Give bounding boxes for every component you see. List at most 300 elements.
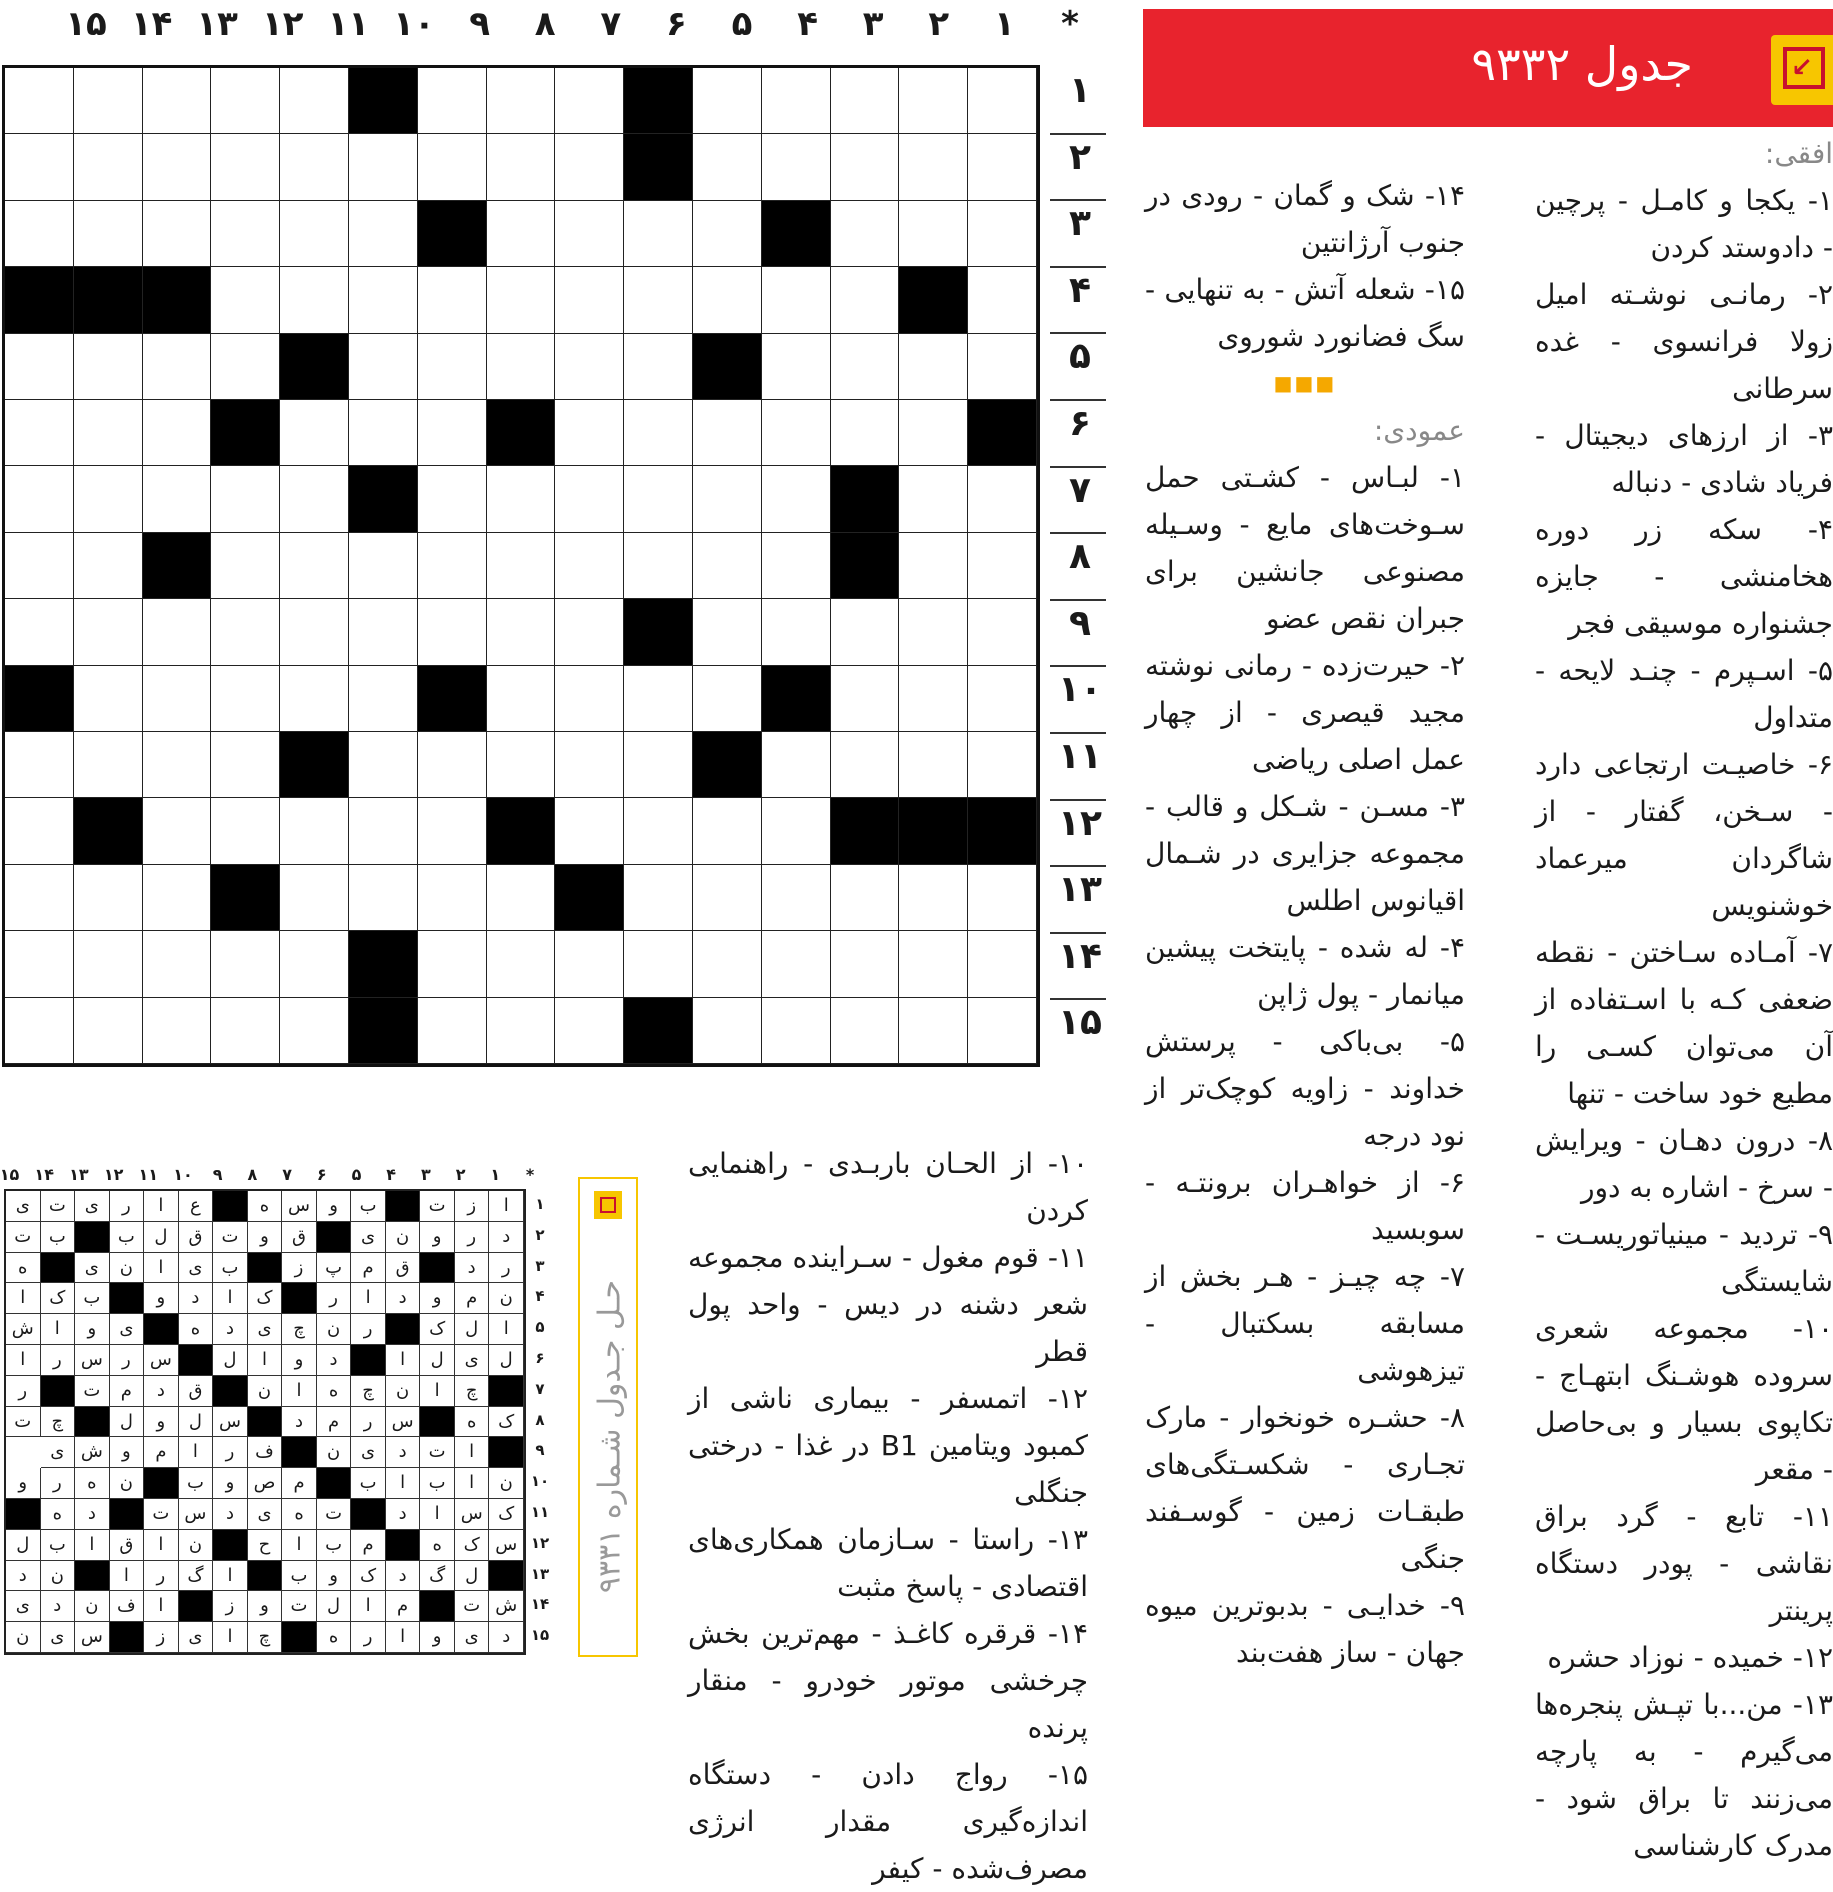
grid-cell[interactable] <box>418 201 487 267</box>
grid-cell[interactable] <box>74 134 143 200</box>
grid-cell[interactable] <box>418 931 487 997</box>
grid-cell[interactable] <box>74 334 143 400</box>
grid-cell[interactable] <box>349 599 418 665</box>
grid-cell[interactable] <box>968 798 1037 864</box>
grid-cell[interactable] <box>280 134 349 200</box>
grid-cell[interactable] <box>143 267 212 333</box>
solution-cell: ا <box>144 1253 179 1284</box>
grid-cell[interactable] <box>487 998 556 1064</box>
grid-cell[interactable] <box>5 798 74 864</box>
grid-cell[interactable] <box>418 666 487 732</box>
grid-cell[interactable] <box>624 400 693 466</box>
solution-cell: ل <box>420 1345 455 1376</box>
grid-cell[interactable] <box>968 865 1037 931</box>
grid-cell[interactable] <box>555 998 624 1064</box>
solution-cell: ر <box>41 1468 76 1499</box>
grid-cell[interactable] <box>487 267 556 333</box>
grid-cell[interactable] <box>280 798 349 864</box>
grid-cell[interactable] <box>693 533 762 599</box>
solution-cell: س <box>282 1191 317 1222</box>
grid-cell[interactable] <box>762 666 831 732</box>
grid-cell[interactable] <box>280 732 349 798</box>
solution-cell: ش <box>75 1437 110 1468</box>
solution-row-number: ۱۱ <box>530 1503 550 1521</box>
grid-cell[interactable] <box>143 68 212 134</box>
grid-cell[interactable] <box>143 201 212 267</box>
grid-cell[interactable] <box>280 931 349 997</box>
grid-cell[interactable] <box>762 998 831 1064</box>
grid-cell[interactable] <box>349 666 418 732</box>
solution-cell <box>6 1499 41 1530</box>
grid-cell[interactable] <box>74 466 143 532</box>
grid-cell[interactable] <box>74 599 143 665</box>
solution-cell: ب <box>213 1253 248 1284</box>
grid-cell[interactable] <box>762 466 831 532</box>
grid-cell[interactable] <box>74 267 143 333</box>
grid-cell[interactable] <box>968 334 1037 400</box>
grid-cell[interactable] <box>349 267 418 333</box>
grid-cell[interactable] <box>418 400 487 466</box>
solution-cell: ف <box>110 1591 145 1622</box>
grid-cell[interactable] <box>280 533 349 599</box>
solution-cell: د <box>386 1283 421 1314</box>
solution-cell: ر <box>455 1222 490 1253</box>
grid-cell[interactable] <box>143 931 212 997</box>
grid-cell[interactable] <box>693 865 762 931</box>
grid-cell[interactable] <box>555 931 624 997</box>
grid-cell[interactable] <box>487 599 556 665</box>
solution-cell <box>248 1407 283 1438</box>
grid-cell[interactable] <box>487 865 556 931</box>
grid-cell[interactable] <box>968 267 1037 333</box>
grid-cell[interactable] <box>968 931 1037 997</box>
grid-cell[interactable] <box>555 533 624 599</box>
grid-cell[interactable] <box>693 466 762 532</box>
grid-cell[interactable] <box>693 68 762 134</box>
grid-cell[interactable] <box>143 466 212 532</box>
row-number: ۴ <box>1069 269 1091 311</box>
grid-cell[interactable] <box>5 466 74 532</box>
grid-cell[interactable] <box>624 666 693 732</box>
grid-cell[interactable] <box>418 533 487 599</box>
grid-cell[interactable] <box>693 998 762 1064</box>
solution-column-number: ۴ <box>386 1165 397 1184</box>
grid-cell[interactable] <box>487 134 556 200</box>
grid-cell[interactable] <box>693 334 762 400</box>
grid-cell[interactable] <box>211 68 280 134</box>
grid-cell[interactable] <box>349 466 418 532</box>
grid-cell[interactable] <box>762 134 831 200</box>
grid-cell[interactable] <box>487 931 556 997</box>
grid-cell[interactable] <box>349 68 418 134</box>
grid-cell[interactable] <box>418 334 487 400</box>
grid-cell[interactable] <box>899 798 968 864</box>
grid-cell[interactable] <box>349 998 418 1064</box>
grid-cell[interactable] <box>211 201 280 267</box>
grid-cell[interactable] <box>624 533 693 599</box>
solution-cell: ه <box>179 1314 214 1345</box>
grid-cell[interactable] <box>968 666 1037 732</box>
solution-cell: ن <box>317 1437 352 1468</box>
grid-cell[interactable] <box>831 466 900 532</box>
solution-row-number: ۴ <box>535 1287 545 1306</box>
solution-row-number: ۱ <box>535 1195 545 1213</box>
grid-cell[interactable] <box>555 466 624 532</box>
grid-cell[interactable] <box>74 201 143 267</box>
grid-cell[interactable] <box>555 201 624 267</box>
grid-cell[interactable] <box>693 732 762 798</box>
grid-cell[interactable] <box>899 666 968 732</box>
grid-cell[interactable] <box>555 666 624 732</box>
grid-cell[interactable] <box>968 68 1037 134</box>
grid-cell[interactable] <box>211 798 280 864</box>
grid-cell[interactable] <box>624 599 693 665</box>
column-number: ۱۰ <box>393 4 435 44</box>
column-number: ۱۱ <box>327 4 370 44</box>
grid-cell[interactable] <box>831 400 900 466</box>
grid-cell[interactable] <box>693 134 762 200</box>
grid-cell[interactable] <box>831 666 900 732</box>
grid-cell[interactable] <box>693 267 762 333</box>
solution-cell: ب <box>41 1222 76 1253</box>
grid-cell[interactable] <box>143 798 212 864</box>
solution-cell: ت <box>213 1222 248 1253</box>
grid-cell[interactable] <box>143 599 212 665</box>
grid-cell[interactable] <box>418 599 487 665</box>
grid-cell[interactable] <box>418 466 487 532</box>
solution-cell <box>248 1561 283 1592</box>
solution-cell: و <box>144 1283 179 1314</box>
grid-cell[interactable] <box>968 201 1037 267</box>
grid-cell[interactable] <box>211 599 280 665</box>
grid-cell[interactable] <box>280 334 349 400</box>
grid-cell[interactable] <box>762 931 831 997</box>
row-number: ۲ <box>1069 136 1091 178</box>
grid-cell[interactable] <box>831 798 900 864</box>
grid-cell[interactable] <box>899 400 968 466</box>
grid-cell[interactable] <box>831 68 900 134</box>
grid-cell[interactable] <box>555 400 624 466</box>
grid-cell[interactable] <box>74 798 143 864</box>
row-number: ۷ <box>1069 469 1091 511</box>
solution-cell: ل <box>317 1591 352 1622</box>
grid-cell[interactable] <box>280 267 349 333</box>
solution-cell: ز <box>144 1622 179 1653</box>
grid-cell[interactable] <box>487 798 556 864</box>
solution-cell: و <box>110 1437 145 1468</box>
solution-cell: ب <box>420 1468 455 1499</box>
grid-cell[interactable] <box>349 798 418 864</box>
grid-cell[interactable] <box>624 998 693 1064</box>
grid-cell[interactable] <box>5 732 74 798</box>
grid-cell[interactable] <box>418 798 487 864</box>
grid-cell[interactable] <box>624 798 693 864</box>
grid-cell[interactable] <box>968 400 1037 466</box>
grid-cell[interactable] <box>280 666 349 732</box>
grid-cell[interactable] <box>487 334 556 400</box>
grid-cell[interactable] <box>349 732 418 798</box>
grid-cell[interactable] <box>693 599 762 665</box>
grid-cell[interactable] <box>211 533 280 599</box>
solution-cell: د <box>6 1561 41 1592</box>
grid-cell[interactable] <box>5 267 74 333</box>
grid-cell[interactable] <box>211 267 280 333</box>
grid-cell[interactable] <box>280 68 349 134</box>
grid-cell[interactable] <box>624 134 693 200</box>
solution-cell: ی <box>179 1622 214 1653</box>
grid-cell[interactable] <box>899 68 968 134</box>
grid-cell[interactable] <box>280 201 349 267</box>
column-number: ۱۳ <box>196 4 238 44</box>
grid-cell[interactable] <box>349 334 418 400</box>
solution-cell: ل <box>144 1222 179 1253</box>
separator-dots: ■■■ <box>1273 371 1337 395</box>
grid-cell[interactable] <box>487 533 556 599</box>
grid-cell[interactable] <box>762 533 831 599</box>
grid-cell[interactable] <box>624 732 693 798</box>
grid-cell[interactable] <box>74 533 143 599</box>
grid-cell[interactable] <box>418 732 487 798</box>
grid-cell[interactable] <box>762 732 831 798</box>
grid-cell[interactable] <box>487 68 556 134</box>
grid-cell[interactable] <box>555 267 624 333</box>
grid-cell[interactable] <box>968 599 1037 665</box>
clue: ۴- سکه زر دوره هخامنشی - جایزه جشنواره موسیقی فجر <box>1535 513 1833 640</box>
grid-cell[interactable] <box>762 599 831 665</box>
solution-cell: م <box>317 1407 352 1438</box>
grid-cell[interactable] <box>74 68 143 134</box>
grid-cell[interactable] <box>211 931 280 997</box>
grid-cell[interactable] <box>418 267 487 333</box>
grid-cell[interactable] <box>968 533 1037 599</box>
grid-cell[interactable] <box>143 533 212 599</box>
grid-cell[interactable] <box>555 599 624 665</box>
solution-cell: ک <box>351 1561 386 1592</box>
grid-cell[interactable] <box>899 267 968 333</box>
grid-cell[interactable] <box>968 732 1037 798</box>
row-number: ۳ <box>1069 203 1091 245</box>
grid-cell[interactable] <box>211 466 280 532</box>
grid-cell[interactable] <box>555 334 624 400</box>
grid-cell[interactable] <box>143 998 212 1064</box>
grid-cell[interactable] <box>555 68 624 134</box>
grid-cell[interactable] <box>762 201 831 267</box>
grid-cell[interactable] <box>5 865 74 931</box>
grid-cell[interactable] <box>831 134 900 200</box>
grid-cell[interactable] <box>349 533 418 599</box>
grid-cell[interactable] <box>5 666 74 732</box>
grid-cell[interactable] <box>487 732 556 798</box>
solution-cell: ق <box>179 1376 214 1407</box>
grid-cell[interactable] <box>211 134 280 200</box>
grid-cell[interactable] <box>487 201 556 267</box>
solution-cell: ر <box>213 1437 248 1468</box>
grid-cell[interactable] <box>624 201 693 267</box>
solution-cell: ا <box>386 1345 421 1376</box>
grid-cell[interactable] <box>899 334 968 400</box>
grid-cell[interactable] <box>693 666 762 732</box>
grid-cell[interactable] <box>624 466 693 532</box>
grid-cell[interactable] <box>968 134 1037 200</box>
grid-cell[interactable] <box>555 798 624 864</box>
grid-cell[interactable] <box>899 134 968 200</box>
grid-cell[interactable] <box>74 998 143 1064</box>
grid-cell[interactable] <box>762 400 831 466</box>
solution-cell: ا <box>386 1468 421 1499</box>
grid-cell[interactable] <box>143 334 212 400</box>
grid-cell[interactable] <box>831 865 900 931</box>
solution-cell: ی <box>351 1437 386 1468</box>
grid-cell[interactable] <box>831 599 900 665</box>
row-number: ۱۲ <box>1058 802 1102 844</box>
grid-cell[interactable] <box>280 400 349 466</box>
grid-cell[interactable] <box>624 334 693 400</box>
grid-cell[interactable] <box>280 998 349 1064</box>
grid-cell[interactable] <box>831 998 900 1064</box>
grid-cell[interactable] <box>280 599 349 665</box>
grid-cell[interactable] <box>211 400 280 466</box>
grid-cell[interactable] <box>624 865 693 931</box>
grid-cell[interactable] <box>211 732 280 798</box>
grid-cell[interactable] <box>143 732 212 798</box>
grid-cell[interactable] <box>349 400 418 466</box>
solution-cell <box>420 1253 455 1284</box>
grid-cell[interactable] <box>899 732 968 798</box>
solution-row-number: ۹ <box>535 1441 545 1460</box>
grid-cell[interactable] <box>143 134 212 200</box>
grid-cell[interactable] <box>349 134 418 200</box>
grid-cell[interactable] <box>762 68 831 134</box>
grid-cell[interactable] <box>831 732 900 798</box>
solution-cell: و <box>248 1591 283 1622</box>
grid-cell[interactable] <box>5 931 74 997</box>
grid-cell[interactable] <box>487 666 556 732</box>
grid-cell[interactable] <box>418 865 487 931</box>
grid-cell[interactable] <box>74 666 143 732</box>
solution-cell: ق <box>386 1253 421 1284</box>
column-number: ۵ <box>731 4 753 44</box>
grid-cell[interactable] <box>211 865 280 931</box>
grid-cell[interactable] <box>349 931 418 997</box>
clue: ۱۰- از الحـان باربـدی - راهنمایی کردن <box>688 1147 1088 1227</box>
grid-cell[interactable] <box>899 599 968 665</box>
grid-cell[interactable] <box>899 998 968 1064</box>
solution-row-number: ۱۴ <box>530 1595 550 1614</box>
grid-cell[interactable] <box>74 400 143 466</box>
grid-cell[interactable] <box>831 334 900 400</box>
grid-cell[interactable] <box>693 798 762 864</box>
solution-cell <box>489 1561 524 1592</box>
grid-cell[interactable] <box>899 533 968 599</box>
grid-cell[interactable] <box>74 732 143 798</box>
grid-cell[interactable] <box>487 400 556 466</box>
grid-cell[interactable] <box>5 400 74 466</box>
grid-cell[interactable] <box>693 201 762 267</box>
grid-cell[interactable] <box>693 400 762 466</box>
grid-cell[interactable] <box>762 865 831 931</box>
solution-cell <box>110 1499 145 1530</box>
grid-cell[interactable] <box>899 865 968 931</box>
column-number: ۶ <box>666 4 687 44</box>
solution-cell: چ <box>351 1376 386 1407</box>
grid-cell[interactable] <box>211 666 280 732</box>
solution-cell <box>41 1253 76 1284</box>
grid-cell[interactable] <box>74 931 143 997</box>
grid-cell[interactable] <box>349 201 418 267</box>
grid-cell[interactable] <box>5 134 74 200</box>
grid-cell[interactable] <box>211 998 280 1064</box>
grid-cell[interactable] <box>762 267 831 333</box>
solution-cell: م <box>282 1468 317 1499</box>
clue: ۹- تردید - مینیاتوریسـت - شایستگی <box>1535 1218 1833 1298</box>
grid-cell[interactable] <box>143 865 212 931</box>
grid-cell[interactable] <box>555 732 624 798</box>
column-number: ۱۲ <box>262 4 304 44</box>
solution-cell: ر <box>489 1253 524 1284</box>
grid-cell[interactable] <box>831 533 900 599</box>
across-heading: افقی: <box>1764 137 1833 170</box>
grid-cell[interactable] <box>349 865 418 931</box>
grid-cell[interactable] <box>5 599 74 665</box>
grid-cell[interactable] <box>5 998 74 1064</box>
grid-cell[interactable] <box>899 931 968 997</box>
grid-cell[interactable] <box>143 400 212 466</box>
grid-cell[interactable] <box>899 201 968 267</box>
grid-cell[interactable] <box>74 865 143 931</box>
grid-cell[interactable] <box>280 466 349 532</box>
solution-cell: ح <box>248 1530 283 1561</box>
grid-cell[interactable] <box>693 931 762 997</box>
clue: ۹- خدایـی - بدبوترین میوه جهان - ساز هفت‌بند <box>1145 1589 1465 1669</box>
solution-cell: و <box>75 1314 110 1345</box>
solution-column-number: ۱۱ <box>138 1165 159 1184</box>
grid-cell[interactable] <box>624 931 693 997</box>
solution-cell: ا <box>282 1376 317 1407</box>
grid-cell[interactable] <box>831 931 900 997</box>
grid-cell[interactable] <box>831 201 900 267</box>
grid-cell[interactable] <box>280 865 349 931</box>
grid-cell[interactable] <box>5 68 74 134</box>
grid-cell[interactable] <box>418 68 487 134</box>
grid-cell[interactable] <box>418 998 487 1064</box>
grid-cell[interactable] <box>5 533 74 599</box>
grid-cell[interactable] <box>899 466 968 532</box>
grid-cell[interactable] <box>555 865 624 931</box>
grid-cell[interactable] <box>5 334 74 400</box>
solution-cell: ا <box>455 1468 490 1499</box>
grid-cell[interactable] <box>555 134 624 200</box>
grid-cell[interactable] <box>968 466 1037 532</box>
solution-row-number: ۱۳ <box>530 1564 550 1583</box>
solution-cell: ب <box>282 1561 317 1592</box>
grid-cell[interactable] <box>5 201 74 267</box>
grid-cell[interactable] <box>624 68 693 134</box>
grid-cell[interactable] <box>211 334 280 400</box>
grid-cell[interactable] <box>487 466 556 532</box>
solution-cell <box>213 1376 248 1407</box>
grid-cell[interactable] <box>624 267 693 333</box>
solution-cell: ب <box>351 1468 386 1499</box>
grid-cell[interactable] <box>762 334 831 400</box>
grid-cell[interactable] <box>762 798 831 864</box>
grid-cell[interactable] <box>143 666 212 732</box>
solution-grid <box>4 1189 526 1655</box>
grid-cell[interactable] <box>968 998 1037 1064</box>
row-number: ۱۱ <box>1058 736 1102 777</box>
solution-label-box <box>578 1177 638 1657</box>
grid-cell[interactable] <box>418 134 487 200</box>
grid-cell[interactable] <box>831 267 900 333</box>
